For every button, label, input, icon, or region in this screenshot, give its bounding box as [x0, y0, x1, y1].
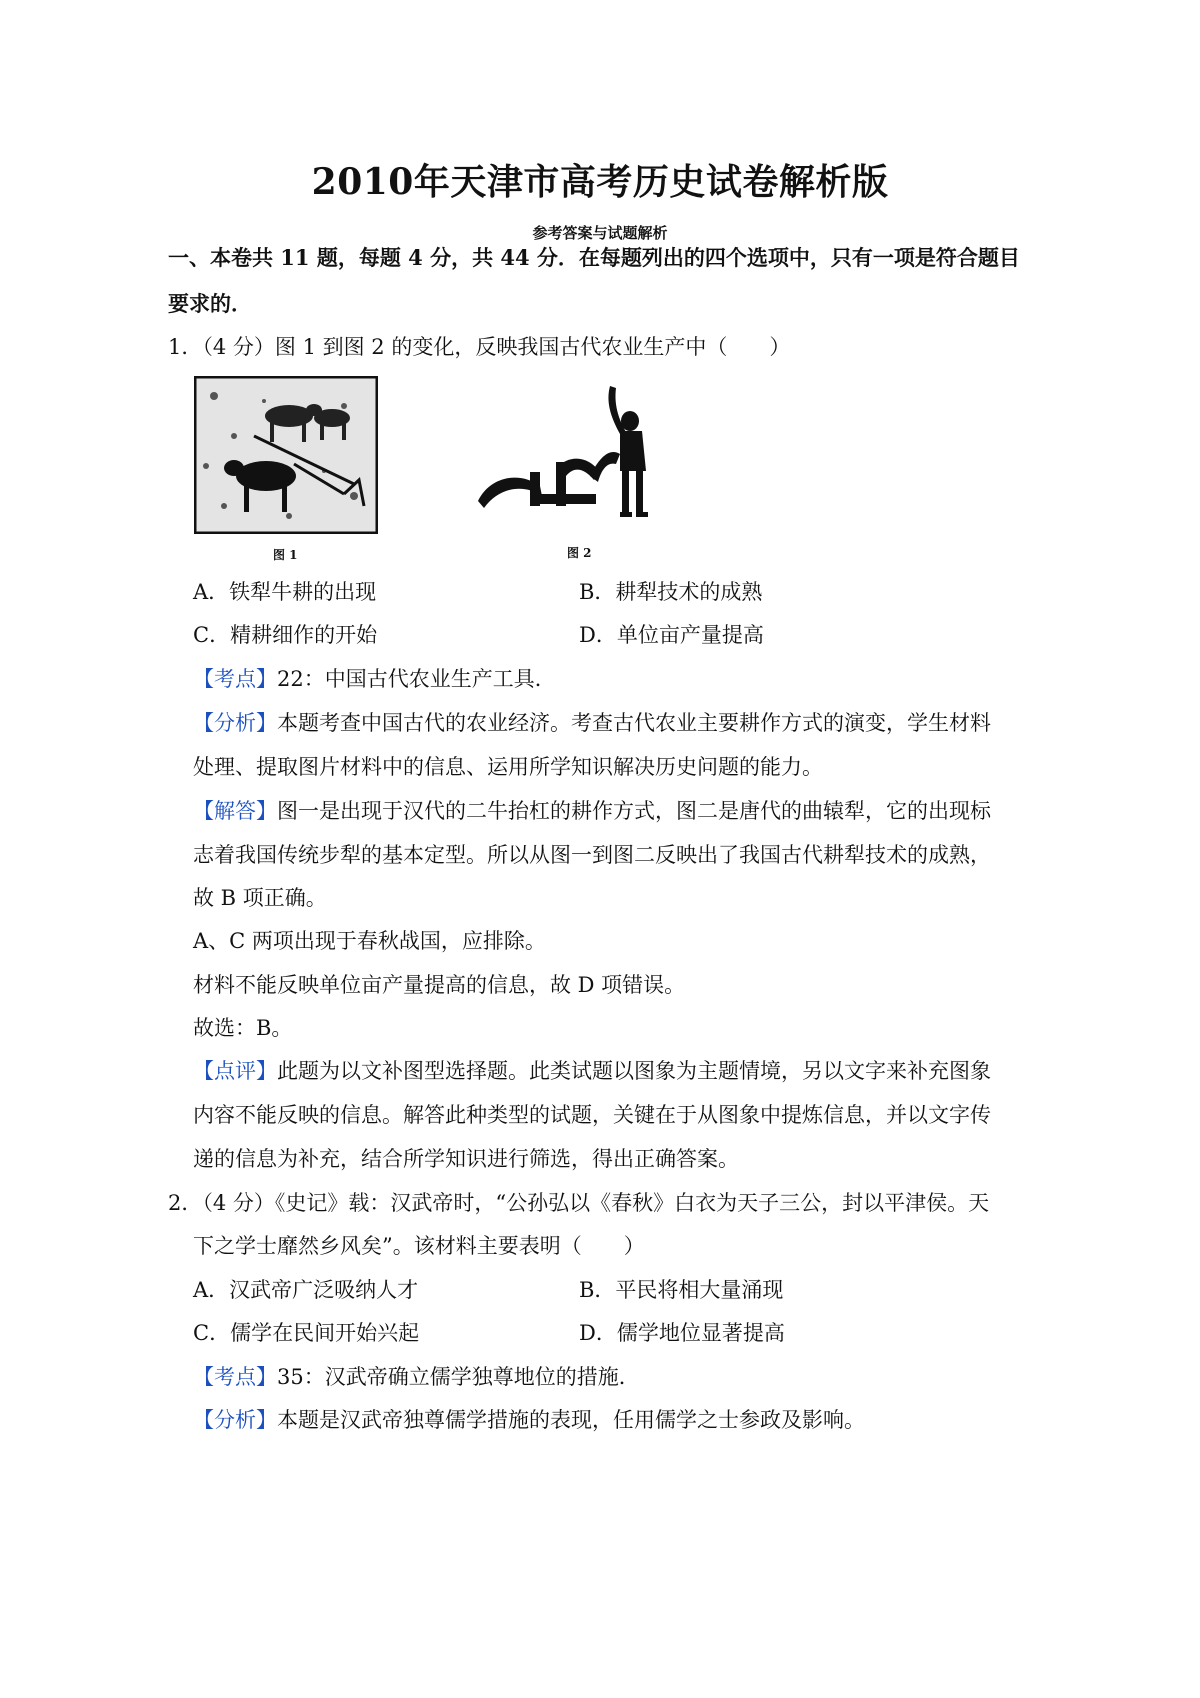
- q1-kaodian: [193, 665, 556, 693]
- q1-option-a: A．铁犁牛耕的出现: [193, 580, 377, 604]
- page-title: 2010年天津市高考历史试卷解析版: [311, 161, 889, 203]
- q1-dianping-text-1: 此题为以文补图型选择题。此类试题以图象为主题情境，另以文字来补充图象: [277, 1059, 991, 1083]
- q1-dianping-line-1: [193, 1057, 991, 1085]
- section-heading-line-2: 要求的．: [168, 291, 252, 316]
- q2-option-d: D．儒学地位显著提高: [579, 1321, 785, 1345]
- kaodian-tag: 【考点】: [193, 1365, 277, 1389]
- q1-jieda-text-1: 图一是出现于汉代的二牛抬杠的耕作方式，图二是唐代的曲辕犁，它的出现标: [277, 799, 991, 823]
- figure-1-ox-plough-image: [194, 376, 378, 534]
- dianping-tag: 【点评】: [193, 1059, 277, 1083]
- figure-1-caption: 图 1: [273, 548, 298, 562]
- q1-option-b: B．耕犁技术的成熟: [579, 580, 763, 604]
- q2-fenxi-text: 本题是汉武帝独尊儒学措施的表现，任用儒学之士参政及影响。: [277, 1408, 865, 1432]
- figure-2-caption: 图 2: [567, 546, 592, 560]
- q1-fenxi-line-2: 处理、提取图片材料中的信息、运用所学知识解决历史问题的能力。: [193, 755, 823, 779]
- page-subtitle: 参考答案与试题解析: [532, 224, 668, 242]
- q2-stem-line-2: 下之学士靡然乡风矣”。该材料主要表明（ ）: [193, 1234, 645, 1258]
- q2-option-a: A．汉武帝广泛吸纳人才: [193, 1278, 419, 1302]
- fenxi-tag: 【分析】: [193, 1408, 277, 1432]
- q1-jieda-line-6: 故选：B。: [193, 1016, 293, 1040]
- jieda-tag: 【解答】: [193, 799, 277, 823]
- q1-stem: 1．（4 分）图 1 到图 2 的变化，反映我国古代农业生产中（ ）: [168, 335, 791, 359]
- q1-jieda-line-3: 故 B 项正确。: [193, 886, 327, 910]
- q2-kaodian: [193, 1363, 640, 1391]
- kaodian-tag: 【考点】: [193, 667, 277, 691]
- q1-kaodian-text: 22：中国古代农业生产工具．: [277, 667, 556, 691]
- q1-fenxi-line-1: [193, 709, 991, 737]
- q2-option-b: B．平民将相大量涌现: [579, 1278, 784, 1302]
- q1-fenxi-text-1: 本题考查中国古代的农业经济。考查古代农业主要耕作方式的演变，学生材料: [277, 711, 991, 735]
- figure-2-curved-plough-image: [470, 376, 666, 526]
- section-heading-line-1: 一、本卷共 11 题，每题 4 分，共 44 分．在每题列出的四个选项中，只有一项是符合题目: [168, 245, 1020, 270]
- fenxi-tag: 【分析】: [193, 711, 277, 735]
- q1-jieda-line-1: [193, 797, 991, 825]
- q1-option-d: D．单位亩产量提高: [579, 623, 764, 647]
- q1-jieda-line-4: A、C 两项出现于春秋战国，应排除。: [193, 929, 546, 953]
- q1-jieda-line-5: 材料不能反映单位亩产量提高的信息，故 D 项错误。: [193, 973, 686, 997]
- q1-dianping-line-2: 内容不能反映的信息。解答此种类型的试题，关键在于从图象中提炼信息，并以文字传: [193, 1103, 991, 1127]
- q2-fenxi: [193, 1406, 865, 1434]
- q1-jieda-line-2: 志着我国传统步犁的基本定型。所以从图一到图二反映出了我国古代耕犁技术的成熟，: [193, 843, 991, 867]
- q2-kaodian-text: 35：汉武帝确立儒学独尊地位的措施．: [277, 1365, 640, 1389]
- q2-stem-line-1: 2．（4 分）《史记》载：汉武帝时，“公孙弘以《春秋》白衣为天子三公，封以平津侯。天: [168, 1191, 990, 1215]
- q1-option-c: C．精耕细作的开始: [193, 623, 378, 647]
- q2-option-c: C．儒学在民间开始兴起: [193, 1321, 420, 1345]
- q1-dianping-line-3: 递的信息为补充，结合所学知识进行筛选，得出正确答案。: [193, 1147, 739, 1171]
